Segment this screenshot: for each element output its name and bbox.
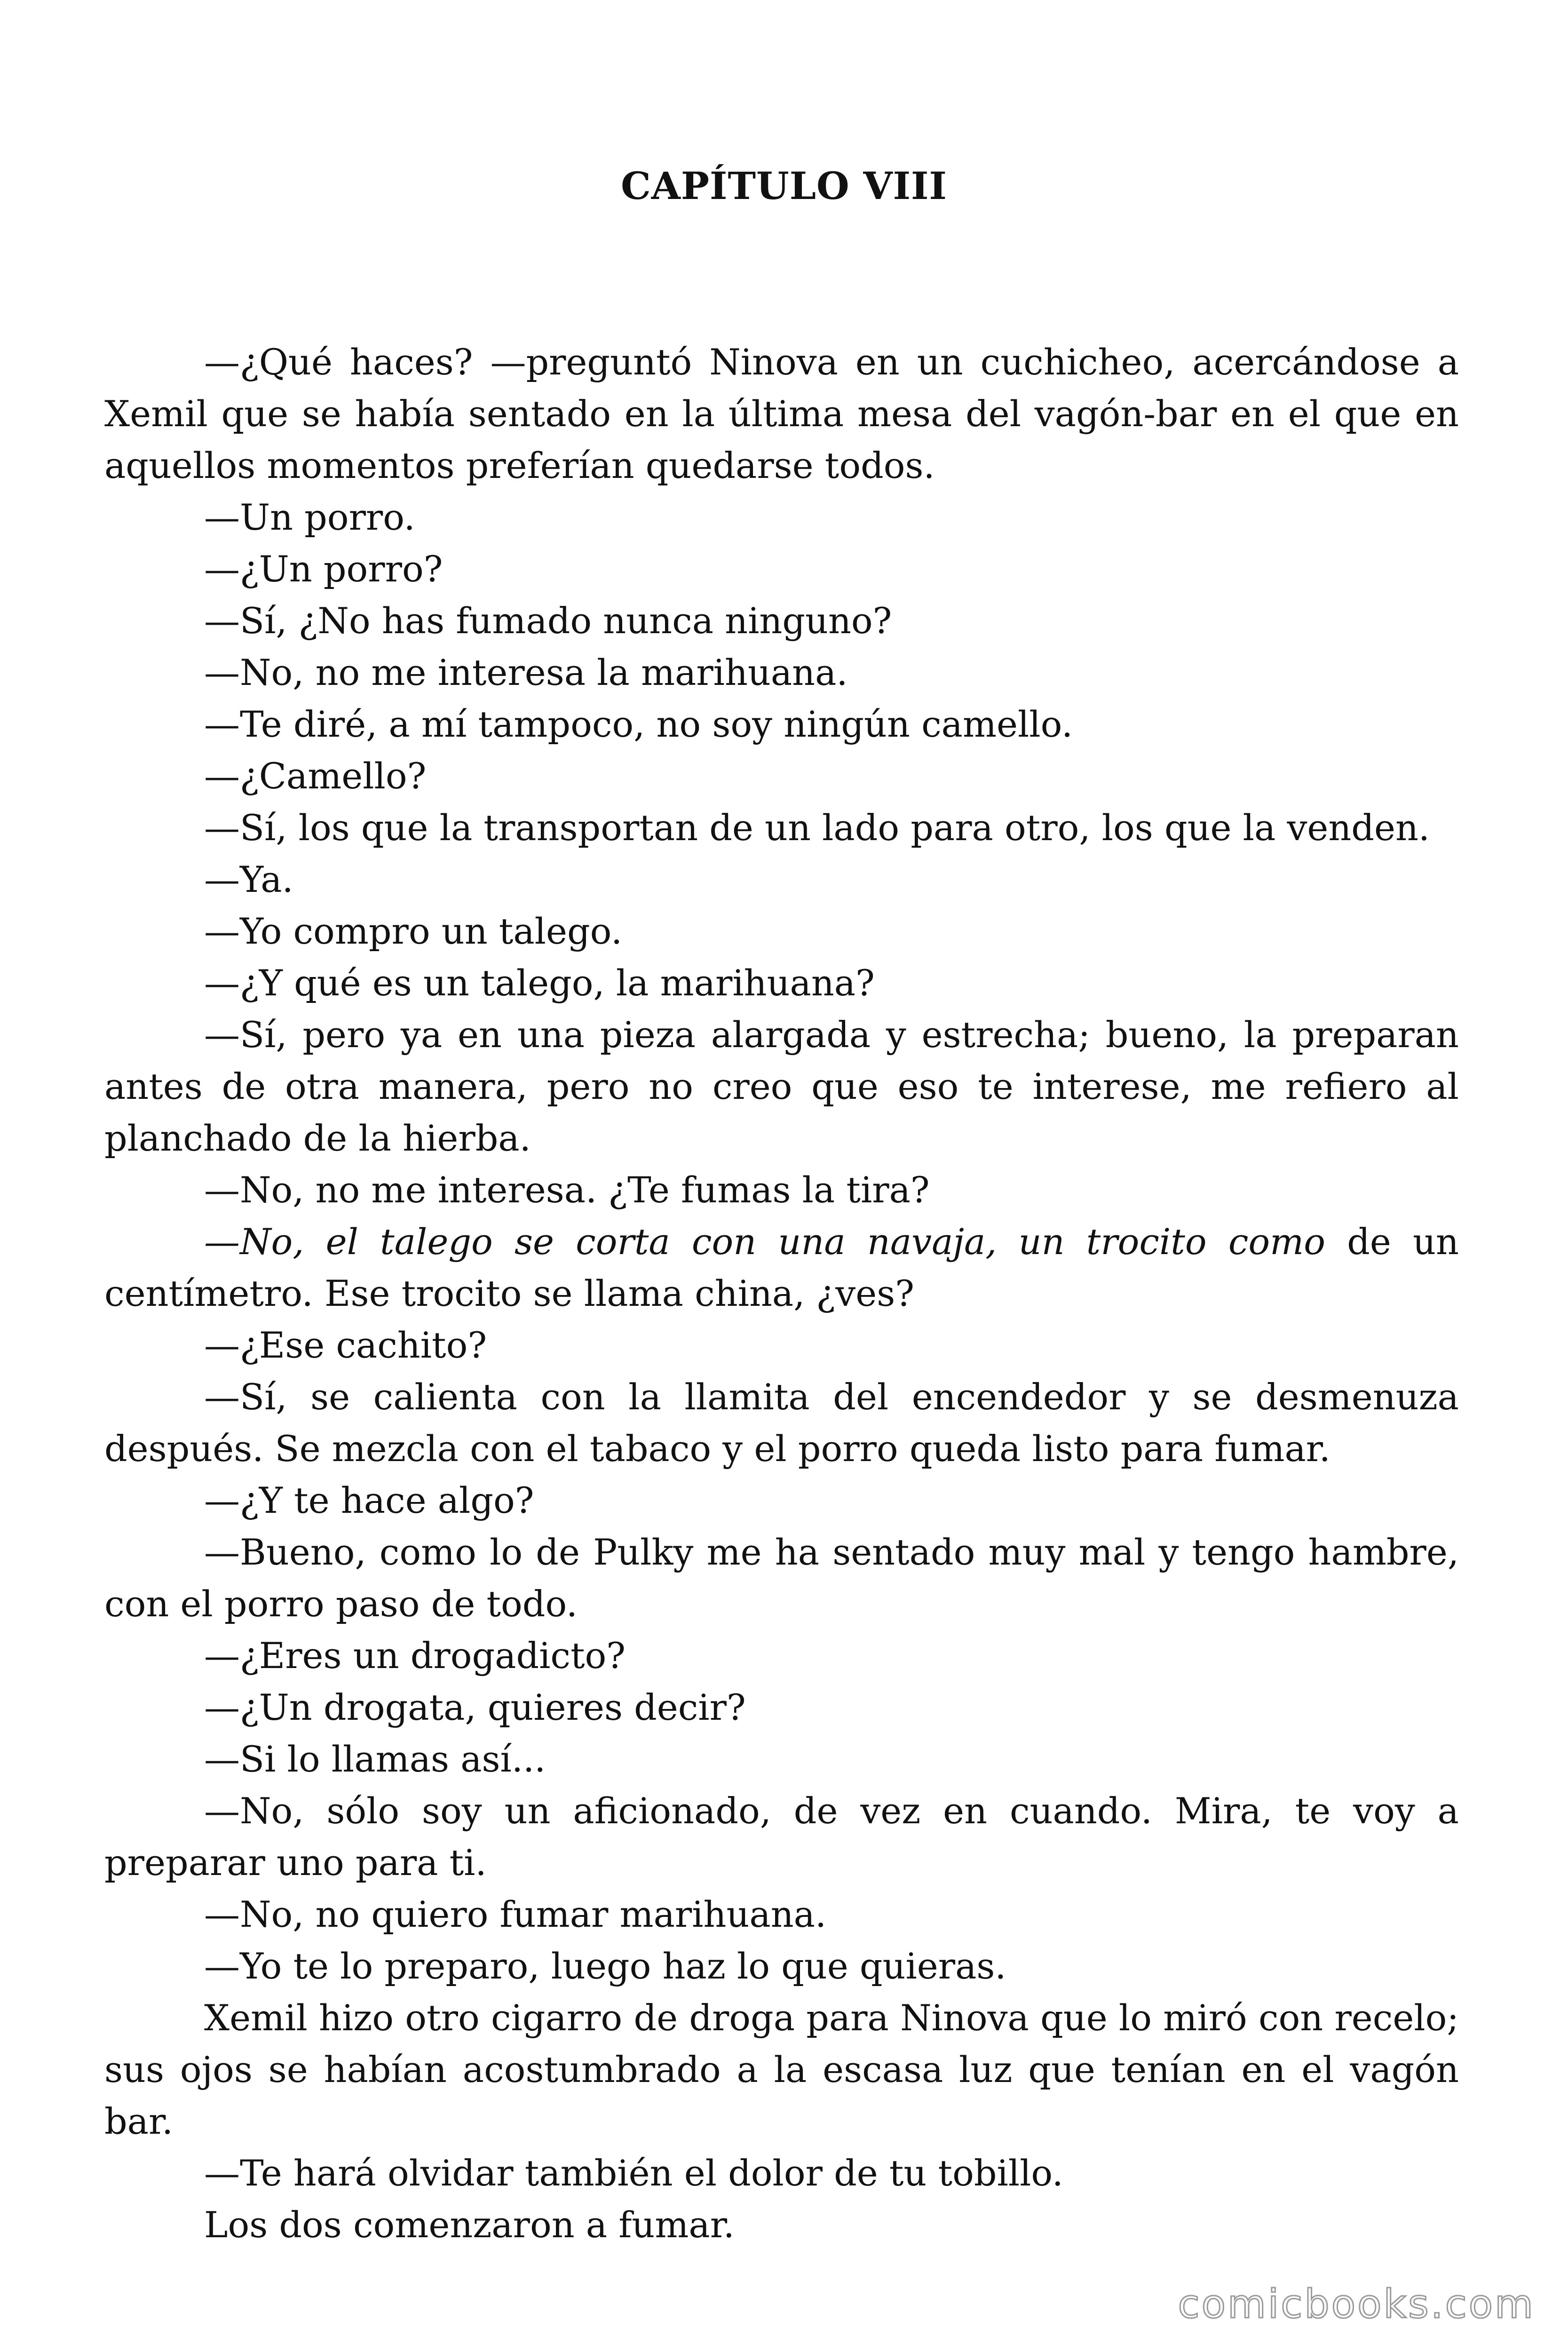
italic-span: —No, el talego se corta con una navaja, un trocito como [204,1221,1325,1263]
paragraph: —Te hará olvidar también el dolor de tu tobillo. [204,2152,1063,2194]
paragraph: —¿Qué haces? —preguntó Ninova en un cuchicheo, acercándose a Xemil que se había sentado en la última mesa del vagón-bar en el que en aquellos momentos preferían quedarse todos. [104,341,1459,486]
paragraph: —¿Ese cachito? [204,1324,487,1366]
paragraph: —No, no me interesa. ¿Te fumas la tira? [204,1169,930,1211]
paragraph-mixed [104,1216,1459,1319]
paragraph: —¿Eres un drogadicto? [204,1635,626,1677]
paragraph: —Yo compro un talego. [204,910,623,952]
paragraph: —Bueno, como lo de Pulky me ha sentado muy mal y tengo hambre, con el porro paso de todo. [104,1531,1459,1625]
paragraph: —No, sólo soy un aficionado, de vez en cuando. Mira, te voy a preparar uno para ti. [104,1790,1459,1883]
chapter-title: CAPÍTULO VIII [621,164,947,208]
paragraph: Los dos comenzaron a fumar. [204,2204,735,2246]
paragraph: —Sí, los que la transportan de un lado para otro, los que la venden. [204,807,1430,849]
paragraph: —¿Un drogata, quieres decir? [204,1686,746,1728]
paragraph: —¿Y qué es un talego, la marihuana? [204,962,875,1004]
paragraph: —Sí, se calienta con la llamita del encendedor y se desmenuza después. Se mezcla con el tabaco y el porro queda listo para fumar. [104,1376,1459,1470]
paragraph: —Sí, pero ya en una pieza alargada y estrecha; bueno, la preparan antes de otra manera, pero no creo que eso te interese, me refiero al planchado de la hierba. [104,1014,1459,1159]
paragraph: —¿Y te hace algo? [204,1479,534,1521]
paragraph: —¿Un porro? [204,548,443,590]
paragraph: Xemil hizo otro cigarro de droga para Ninova que lo miró con recelo; sus ojos se habían acostumbrado a la escasa luz que tenían en el vagón bar. [104,1997,1459,2142]
watermark: comicbooks.com [1178,2281,1535,2327]
paragraph: —Te diré, a mí tampoco, no soy ningún camello. [204,703,1073,745]
paragraph: —Ya. [204,858,293,900]
paragraph: —¿Camello? [204,755,427,797]
chapter-body [104,336,1459,2251]
regular-span: de un centímetro. Ese trocito se llama china, ¿ves? [104,1221,1459,1314]
paragraph: —Si lo llamas así... [204,1738,546,1780]
paragraph: —No, no me interesa la marihuana. [204,652,848,693]
paragraph: —No, no quiero fumar marihuana. [204,1893,827,1935]
paragraph: —Sí, ¿No has fumado nunca ninguno? [204,600,892,642]
paragraph: —Un porro. [204,496,415,538]
paragraph: —Yo te lo preparo, luego haz lo que quieras. [204,1945,1006,1987]
